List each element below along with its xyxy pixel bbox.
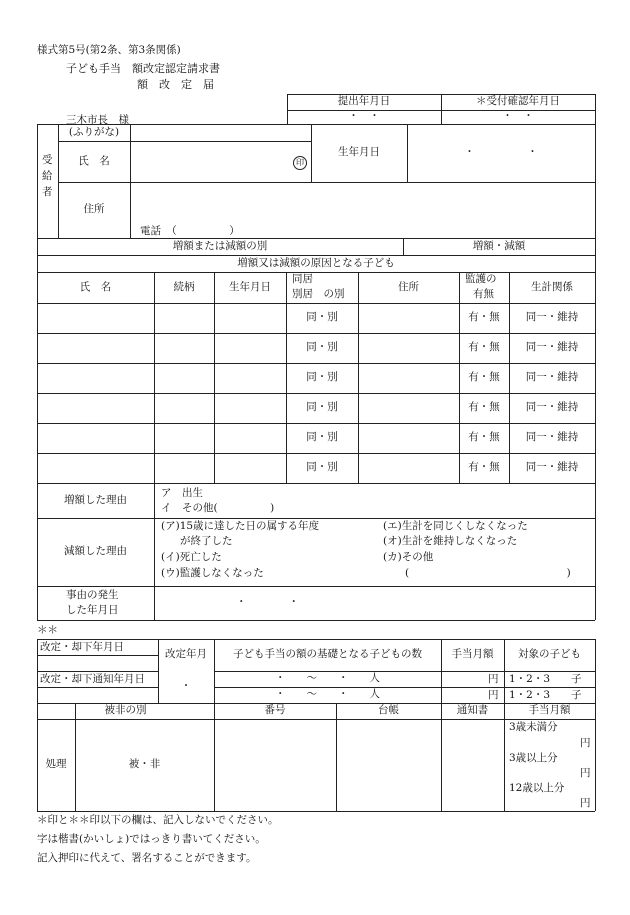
address-field[interactable] (131, 183, 594, 223)
row-2-cohab[interactable]: 同・別 (306, 341, 338, 354)
col-header-custody-2: 有無 (473, 288, 494, 300)
target-line-2: 1・2・3 子 (509, 689, 582, 701)
row-6-cohab[interactable]: 同・別 (306, 461, 338, 474)
notice-date-label: 改定・却下通知年月日 (40, 673, 145, 685)
revision-ym-label: 改定年月 (165, 648, 207, 661)
recipient-vertical-1: 受 (42, 154, 53, 166)
children-section-title: 増額又は減額の原因となる子ども (237, 256, 395, 269)
monthly-amount-label: 手当月額 (528, 704, 571, 717)
furigana-field[interactable] (131, 125, 310, 140)
col-header-relation: 続柄 (173, 280, 195, 293)
basis-range-2: ・ 〜 ・ 人 (275, 688, 380, 701)
category-value: 被・非 (128, 758, 161, 771)
over12-yen: 円 (580, 797, 591, 809)
row-3-cohab[interactable]: 同・別 (306, 371, 338, 384)
col-header-address: 住所 (398, 280, 419, 293)
name-field[interactable] (131, 142, 291, 181)
col-header-birth: 生年月日 (229, 280, 271, 293)
row-1-cohab[interactable]: 同・別 (306, 311, 338, 324)
birth-date-field[interactable]: ・ ・ (464, 146, 538, 159)
under3-label: 3歳未満分 (509, 721, 558, 733)
number-label: 番号 (264, 704, 286, 717)
under3-yen: 円 (580, 737, 591, 749)
increase-reason-a[interactable]: ア 出生 (161, 487, 203, 499)
row-6-livelihood[interactable]: 同一・維持 (525, 461, 579, 474)
row-1-custody[interactable]: 有・無 (468, 311, 500, 324)
decrease-reason-f[interactable]: (カ)その他 (383, 551, 434, 563)
occurrence-label-1: 事由の発生 (66, 589, 119, 601)
increase-reason-label: 増額した理由 (64, 493, 127, 506)
recipient-vertical-3: 者 (42, 186, 53, 198)
seal-mark: 印 (293, 156, 307, 170)
target-line-1: 1・2・3 子 (509, 673, 582, 685)
form-number: 様式第5号(第2条、第3条関係) (37, 44, 181, 56)
col-header-cohab-2: 別居 の別 (292, 288, 345, 300)
col-header-custody-1: 監護の (465, 273, 497, 285)
row-5-custody[interactable]: 有・無 (468, 431, 500, 444)
form-title: 子ども手当 額改定認定請求書 (66, 62, 220, 75)
monthly-label: 手当月額 (451, 648, 494, 661)
addressee: 三木市長 様 (66, 114, 129, 126)
decrease-reason-a-2: が終了した (180, 535, 233, 547)
row-4-cohab[interactable]: 同・別 (306, 401, 338, 414)
decrease-reason-a-1[interactable]: (ア)15歳に達した日の属する年度 (161, 520, 320, 532)
revision-ym-dot: ・ (180, 680, 192, 693)
receipt-date-dots: ・ ・ (502, 110, 534, 123)
decrease-reason-e[interactable]: (オ)生計を維持しなくなった (383, 535, 518, 547)
category-label: 被非の別 (104, 704, 147, 717)
row-5-cohab[interactable]: 同・別 (306, 431, 338, 444)
name-label: 氏 名 (78, 154, 110, 167)
birth-date-label: 生年月日 (338, 146, 380, 159)
row-6-custody[interactable]: 有・無 (468, 461, 500, 474)
recipient-vertical-2: 給 (42, 170, 53, 182)
monthly-yen-2: 円 (488, 689, 499, 701)
increase-reason-b[interactable]: イ その他( ) (161, 502, 275, 514)
row-4-custody[interactable]: 有・無 (468, 401, 500, 414)
row-2-livelihood[interactable]: 同一・維持 (525, 341, 579, 354)
over12-label: 12歳以上分 (509, 782, 565, 794)
change-type-label: 増額または減額の別 (172, 239, 268, 252)
decrease-reason-b[interactable]: (イ)死亡した (161, 551, 222, 563)
monthly-yen-1: 円 (488, 673, 499, 685)
col-header-name: 氏 名 (79, 280, 112, 293)
col-header-livelihood: 生計関係 (531, 280, 573, 293)
target-children-label: 対象の子ども (518, 648, 581, 661)
submit-date-label: 提出年月日 (337, 95, 391, 108)
basis-range-1: ・ 〜 ・ 人 (275, 672, 380, 685)
col-header-cohab-1: 同居 (292, 273, 313, 285)
footnote-1: ＊印と＊＊印以下の欄は、記入しないでください。 (37, 814, 279, 826)
row-3-livelihood[interactable]: 同一・維持 (525, 371, 579, 384)
row-5-livelihood[interactable]: 同一・維持 (525, 431, 579, 444)
row-1-livelihood[interactable]: 同一・維持 (525, 311, 579, 324)
row-3-custody[interactable]: 有・無 (468, 371, 500, 384)
decrease-reason-d[interactable]: (エ)生計を同じくしなくなった (383, 520, 528, 532)
occurrence-label-2: した年月日 (66, 604, 119, 616)
address-label: 住所 (83, 203, 105, 216)
receipt-date-label: ＊受付確認年月日 (476, 95, 560, 108)
phone-field[interactable]: 電話 （ ） (140, 225, 240, 237)
change-type-value[interactable]: 増額・減額 (472, 239, 526, 252)
over3-yen: 円 (580, 767, 591, 779)
submit-date-dots[interactable]: ・ ・ (348, 110, 380, 123)
over3-label: 3歳以上分 (509, 752, 558, 764)
revision-date-label: 改定・却下年月日 (40, 641, 124, 653)
furigana-label: (ふりがな) (68, 125, 120, 138)
form-subtitle: 額 改 定 届 (137, 78, 214, 91)
basis-count-label: 子ども手当の額の基礎となる子どもの数 (233, 648, 422, 661)
footnote-3: 記入押印に代えて、署名することができます。 (37, 852, 257, 864)
row-2-custody[interactable]: 有・無 (468, 341, 500, 354)
decrease-reason-f-paren[interactable]: ( ) (405, 567, 571, 579)
ledger-label: 台帳 (378, 704, 399, 717)
office-use-marker: ＊＊ (37, 624, 58, 636)
processing-label: 処理 (45, 758, 67, 771)
occurrence-date-field[interactable]: ・ ・ (236, 596, 299, 608)
footnote-2: 字は楷書(かいしょ)ではっきり書いてください。 (37, 833, 266, 845)
decrease-reason-c[interactable]: (ウ)監護しなくなった (161, 567, 264, 579)
row-4-livelihood[interactable]: 同一・維持 (525, 401, 579, 414)
decrease-reason-label: 減額した理由 (64, 545, 127, 558)
notice-label: 通知書 (456, 704, 489, 717)
